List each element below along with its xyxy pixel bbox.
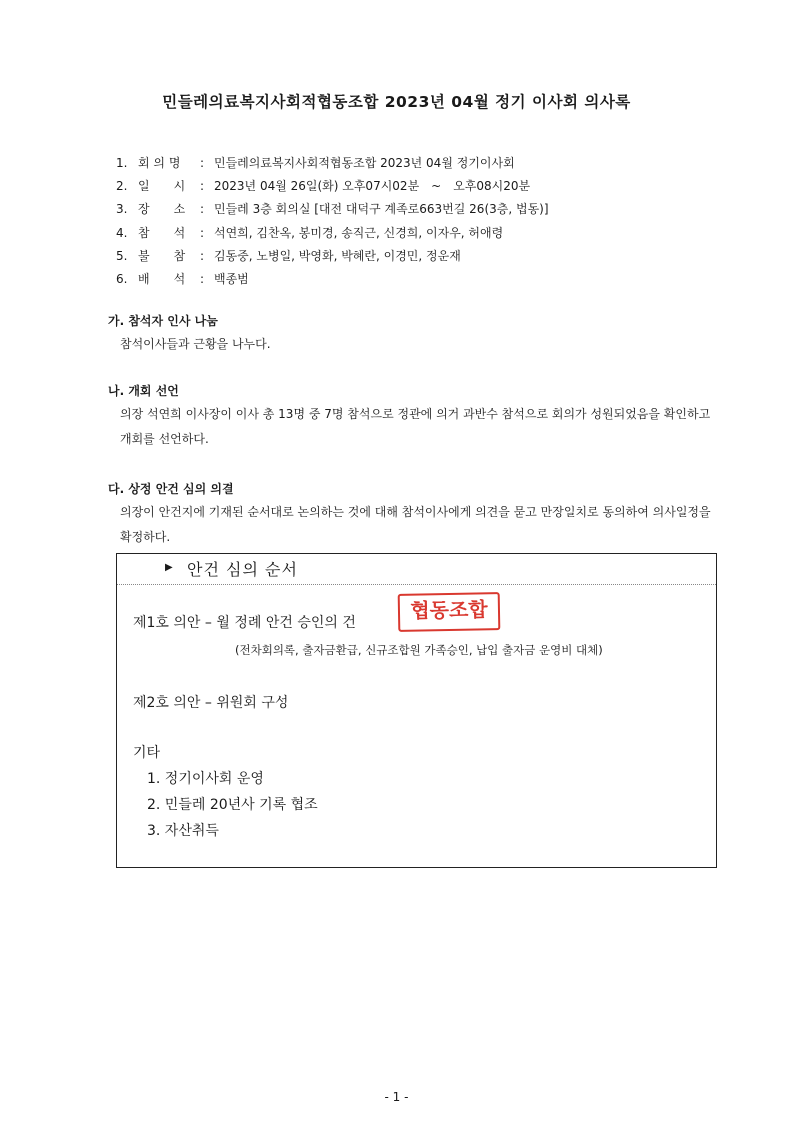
section-opening — [108, 380, 720, 452]
info-value: 민들레 3층 회의실 [대전 대덕구 계족로663번길 26(3층, 법동)] — [214, 202, 549, 217]
info-row-observers — [116, 268, 549, 291]
section-heading: 가. 참석자 인사 나눔 — [108, 314, 218, 328]
section-agenda-resolution — [108, 478, 720, 550]
page-number: - 1 - — [384, 1090, 409, 1104]
info-value: 김동중, 노병일, 박영화, 박혜란, 이경민, 정운재 — [214, 248, 461, 263]
info-value: 민들레의료복지사회적협동조합 2023년 04월 정기이사회 — [214, 156, 515, 170]
info-number: 3. — [116, 202, 128, 217]
section-body: 의장이 안건지에 기재된 순서대로 논의하는 것에 대해 참석이사에게 의견을 묻고 만장일치로 동의하여 의사일정을 확정하다. — [120, 505, 711, 544]
agenda-other-item: 1. 정기이사회 운영 — [147, 771, 264, 787]
agenda-header — [117, 554, 716, 585]
info-row-meeting-name — [116, 152, 549, 175]
agenda-other-item: 2. 민들레 20년사 기록 협조 — [147, 797, 318, 813]
info-colon: : — [200, 179, 205, 194]
cooperative-seal-stamp: 협동조합 — [398, 592, 501, 632]
agenda-header-text: 안건 심의 순서 — [187, 560, 298, 579]
info-label: 불 참 — [138, 248, 186, 263]
info-number: 4. — [116, 225, 128, 240]
info-number: 2. — [116, 179, 128, 194]
section-greetings — [108, 310, 720, 357]
info-label: 참 석 — [138, 225, 186, 240]
info-value: 2023년 04월 26일(화) 오후07시02분 ~ 오후08시20분 — [214, 179, 531, 194]
agenda-other-item: 3. 자산취득 — [147, 823, 219, 839]
info-row-attendees — [116, 222, 549, 245]
info-value: 백종범 — [214, 271, 249, 286]
document-title: 민들레의료복지사회적협동조합 2023년 04월 정기 이사회 의사록 — [162, 93, 631, 111]
info-colon: : — [200, 248, 205, 263]
info-row-location — [116, 198, 549, 221]
info-colon: : — [200, 156, 205, 170]
info-colon: : — [200, 225, 205, 240]
info-number: 5. — [116, 248, 128, 263]
info-label: 일 시 — [138, 179, 186, 194]
info-number: 6. — [116, 271, 128, 286]
agenda-item-1-detail: (전차회의록, 출자금환급, 신규조합원 가족승인, 납입 출자금 운영비 대체) — [235, 643, 603, 657]
info-row-absentees — [116, 245, 549, 268]
info-number: 1. — [116, 156, 128, 170]
section-heading: 나. 개회 선언 — [108, 384, 179, 398]
info-colon: : — [200, 271, 205, 286]
agenda-item-1: 제1호 의안 – 월 정례 안건 승인의 건 — [133, 615, 356, 631]
triangle-right-icon: ▶ — [165, 562, 173, 573]
info-label: 회 의 명 — [138, 156, 181, 170]
section-body: 의장 석연희 이사장이 이사 총 13명 중 7명 참석으로 정관에 의거 과반수 참석으로 회의가 성원되었음을 확인하고 개회를 선언하다. — [120, 407, 711, 446]
agenda-other-label: 기타 — [133, 745, 161, 761]
info-label: 배 석 — [138, 271, 186, 286]
section-heading: 다. 상정 안건 심의 의결 — [108, 482, 234, 496]
section-body: 참석이사들과 근황을 나누다. — [120, 337, 271, 351]
agenda-item-2: 제2호 의안 – 위원회 구성 — [133, 695, 289, 711]
info-value: 석연희, 김찬옥, 봉미경, 송직근, 신경희, 이자우, 허애령 — [214, 225, 504, 240]
info-row-datetime — [116, 175, 549, 198]
meeting-info-list — [116, 152, 549, 291]
info-label: 장 소 — [138, 202, 186, 217]
info-colon: : — [200, 202, 205, 217]
